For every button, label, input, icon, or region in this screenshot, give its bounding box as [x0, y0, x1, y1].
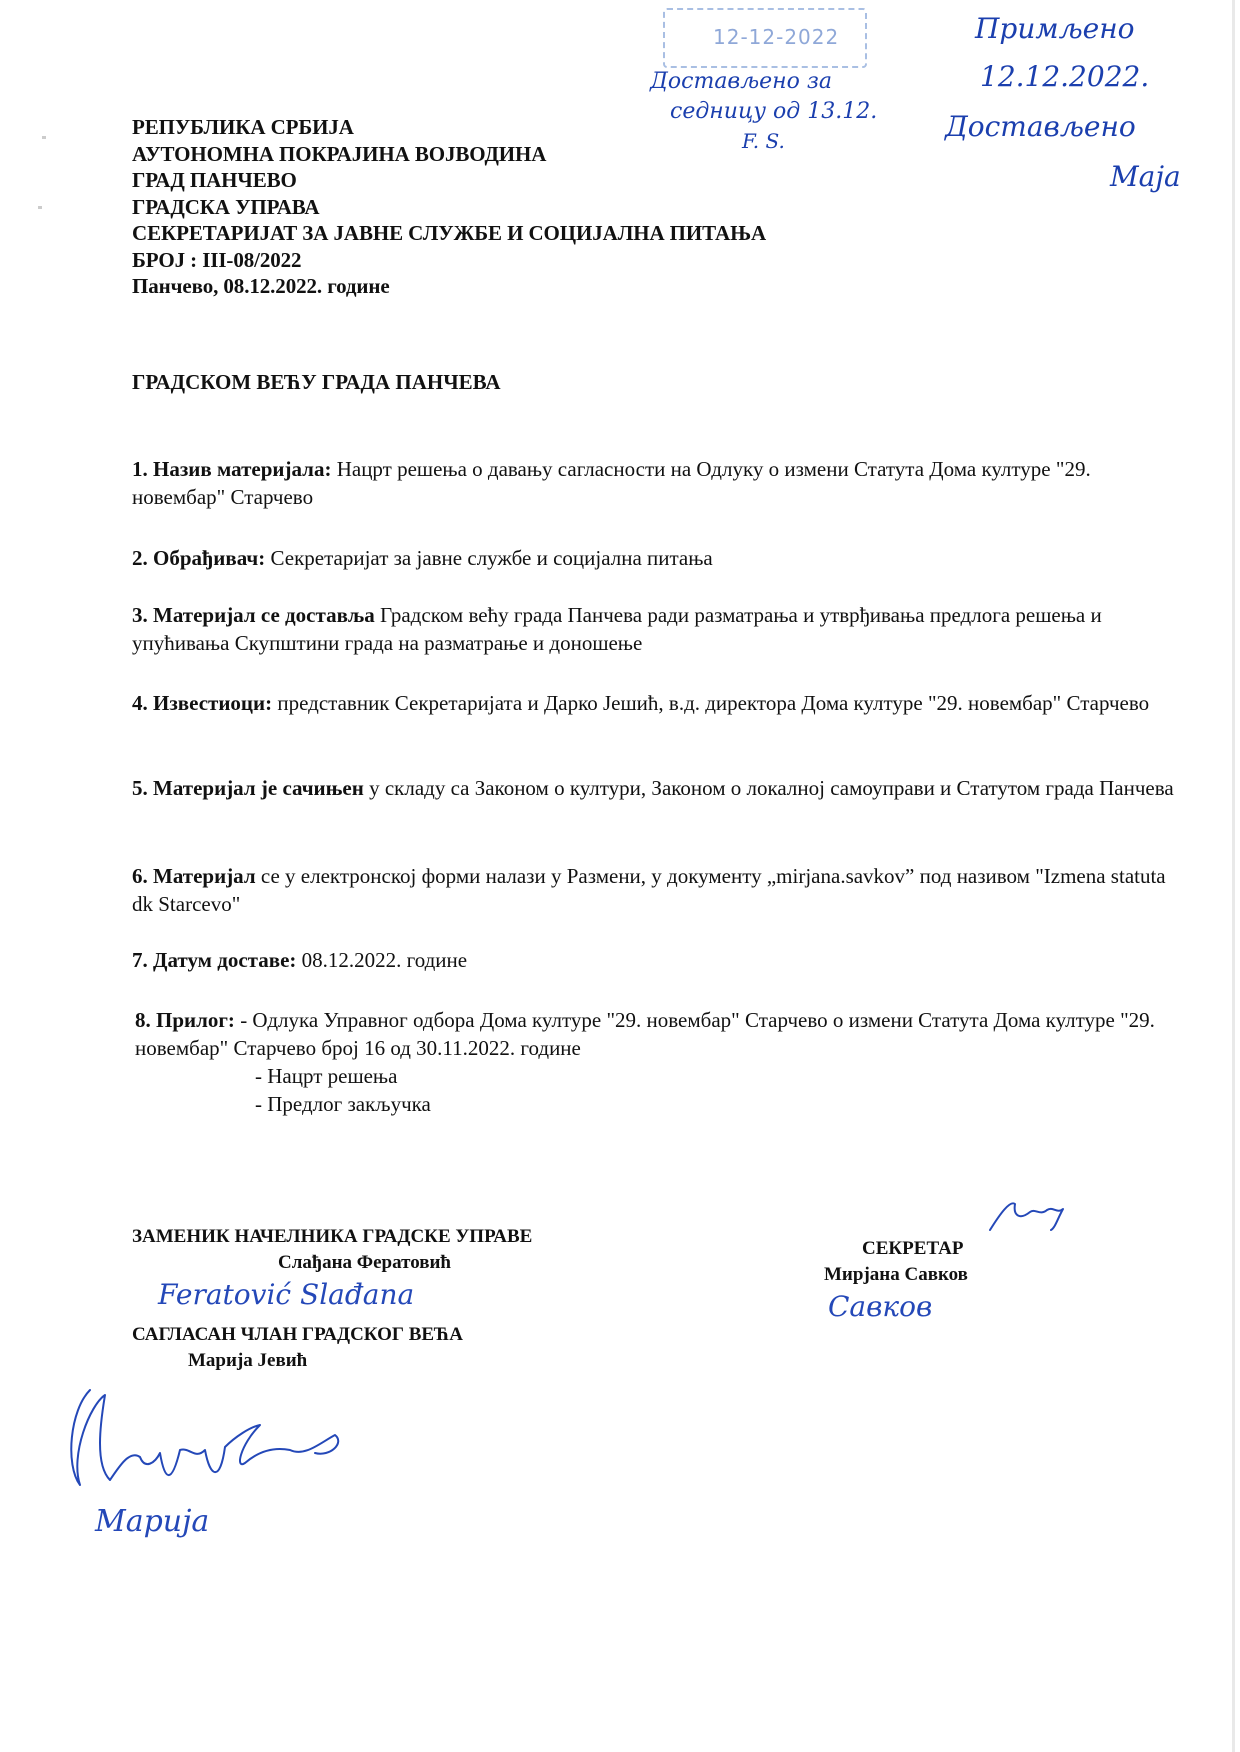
secretary-initials-stroke: [985, 1196, 1075, 1236]
council-signature: Марија: [95, 1504, 210, 1539]
header-number: БРОЈ : III-08/2022: [132, 247, 302, 272]
header-province: АУТОНОМНА ПОКРАЈИНА ВОЈВОДИНА: [132, 141, 547, 166]
item-material-name: [132, 455, 1182, 511]
item-text: Нацрт решења о давању сагласности на Одлуку о измени Статута Дома културе "29. новембар" Старчево: [132, 457, 1091, 509]
handwritten-received-line: Примљено: [975, 12, 1135, 45]
item-text: у складу са Законом о култури, Законом о локалној самоуправи и Статутом града Панчева: [363, 776, 1174, 800]
item-label: 6. Материјал: [132, 864, 256, 888]
deputy-title: ЗАМЕНИК НАЧЕЛНИКА ГРАДСКЕ УПРАВЕ: [132, 1226, 533, 1247]
item-label: 3. Материјал се доставља: [132, 603, 375, 627]
scan-edge-shadow: [1232, 0, 1235, 1752]
deputy-name: Слађана Фератовић: [278, 1252, 451, 1273]
header-republic: РЕПУБЛИКА СРБИЈА: [132, 115, 354, 139]
item-label: 8. Прилог:: [135, 1008, 235, 1032]
council-signature-stroke: [60, 1385, 380, 1495]
attachment-sub-item: - Нацрт решења: [255, 1064, 398, 1088]
item-electronic-form: [132, 862, 1182, 918]
item-text: 08.12.2022. године: [296, 948, 468, 972]
scan-speck: [42, 136, 46, 139]
item-text: Градском већу града Панчева ради разматрања и утврђивања предлога решења и упућивања Скупштини града на разматрање и доношење: [132, 603, 1102, 655]
item-attachments: [135, 1006, 1185, 1062]
item-text: представник Секретаријата и Дарко Јешић, в.д. директора Дома културе "29. новембар" Старчево: [272, 691, 1150, 715]
item-label: 1. Назив материјала:: [132, 457, 332, 481]
received-stamp: [663, 8, 867, 68]
handwritten-received-date: 12.12.2022.: [980, 60, 1150, 93]
attachment-sub-item: - Предлог закључка: [255, 1092, 431, 1116]
handwritten-note-line: F. S.: [742, 129, 785, 153]
stamp-date: 12-12-2022: [713, 25, 840, 49]
item-processor: [132, 544, 1182, 572]
item-compliance: [132, 774, 1182, 802]
scan-speck: [38, 206, 42, 209]
item-label: 2. Обрађивач:: [132, 546, 266, 570]
item-text: Секретаријат за јавне службе и социјална питања: [265, 546, 713, 570]
deputy-signature: Feratović Slađana: [158, 1278, 415, 1311]
item-delivery-date: [132, 946, 1182, 974]
header-secretariat: СЕКРЕТАРИЈАТ ЗА ЈАВНЕ СЛУЖБЕ И СОЦИЈАЛНА ПИТАЊА: [132, 221, 767, 245]
handwritten-note-line: Достављено за: [650, 69, 833, 94]
council-title: САГЛАСАН ЧЛАН ГРАДСКОГ ВЕЋА: [132, 1324, 463, 1345]
document-header: [132, 114, 766, 300]
header-administration: ГРАДСКА УПРАВА: [132, 194, 320, 219]
recipient: ГРАДСКОМ ВЕЋУ ГРАДА ПАНЧЕВА: [132, 370, 501, 394]
council-name: Марија Јевић: [188, 1350, 308, 1371]
item-text: се у електронској форми налази у Размени, у документу „mirjana.savkov” под називом "Izmena statuta dk Starcevo": [132, 864, 1166, 916]
item-reporters: [132, 689, 1182, 717]
item-label: 4. Известиоци:: [132, 691, 273, 715]
secretary-name: Мирјана Савков: [824, 1264, 968, 1285]
handwritten-initials: Маја: [1110, 160, 1181, 193]
secretary-signature: Савков: [828, 1290, 933, 1323]
secretary-title: СЕКРЕТАР: [862, 1238, 964, 1259]
item-text: - Одлука Управног одбора Дома културе "29. новембар" Старчево о измени Статута Дома културе "29. новембар" Старчево број 16 од 30.11.2022. године: [135, 1008, 1155, 1060]
handwritten-note-line: седницу од 13.12.: [670, 99, 878, 124]
header-place-date: Панчево, 08.12.2022. године: [132, 274, 390, 298]
header-city: ГРАД ПАНЧЕВО: [132, 168, 297, 192]
item-label: 7. Датум доставе:: [132, 948, 297, 972]
handwritten-received-line: Достављено: [945, 110, 1136, 143]
item-delivery: [132, 601, 1182, 657]
item-label: 5. Материјал је сачињен: [132, 776, 364, 800]
